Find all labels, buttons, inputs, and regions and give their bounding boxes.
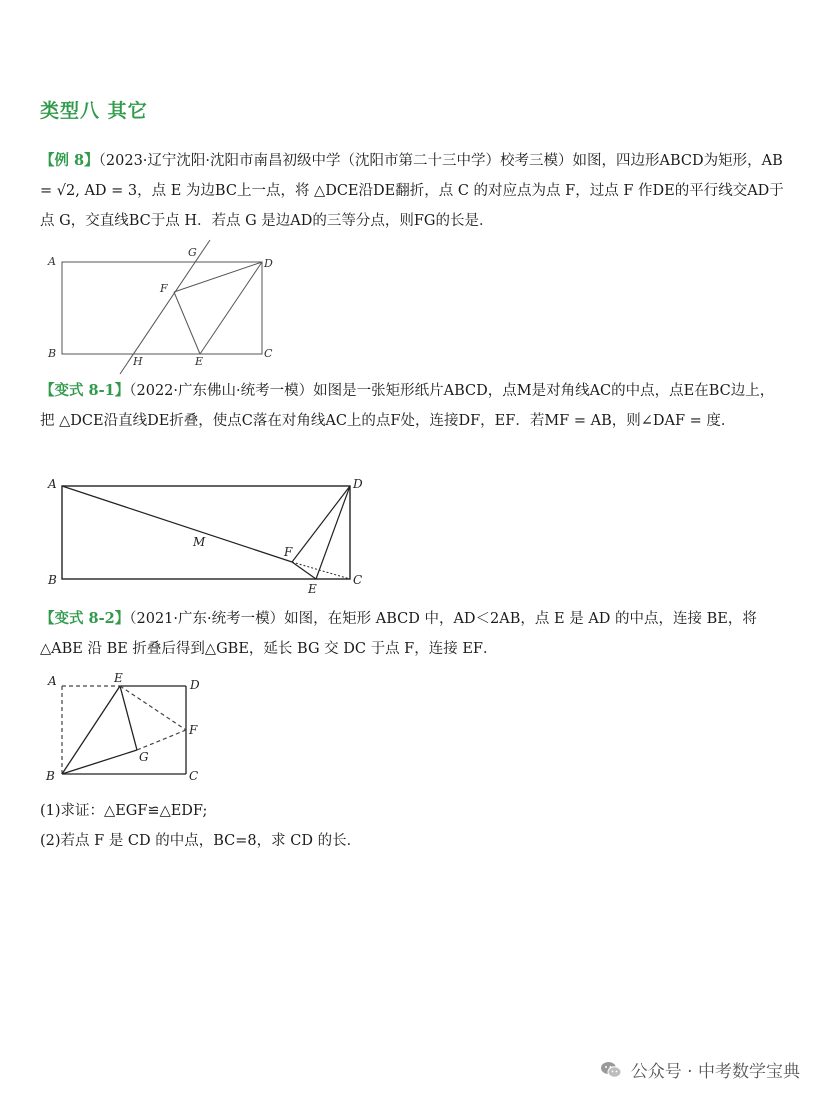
fig1-rectangle — [62, 262, 262, 354]
problem-2-tag: 【变式 8-1】 — [40, 382, 130, 399]
fig3-label-c: C — [189, 769, 199, 783]
figure-2 — [40, 470, 380, 595]
problem-2-text: （2022·广东佛山·统考一模）如图是一张矩形纸片ABCD，点M是对角线AC的中点，点E在BC边上，把 △DCE沿直线DE折叠，使点C落在对角线AC上的点F处，连接DF，EF．若MF = AB，则∠DAF = 度． — [40, 383, 775, 429]
fig2-label-c: C — [353, 573, 363, 587]
fig1-label-a: A — [48, 255, 56, 268]
fig1-label-d: D — [264, 257, 273, 270]
problem-3-question-2: (2)若点 F 是 CD 的中点，BC=8，求 CD 的长． — [40, 833, 362, 849]
fig1-segment-fd — [174, 262, 262, 292]
fig1-label-c: C — [264, 347, 273, 360]
fig2-segment-de — [316, 486, 350, 579]
problem-1-tag: 【例 8】 — [40, 152, 99, 169]
fig2-label-b: B — [48, 573, 57, 587]
fig2-label-d: D — [353, 477, 363, 491]
problem-1-source: （2023·辽宁沈阳·沈阳市南昌初级中学（沈阳市第二十三中学）校考三模） — [98, 153, 573, 169]
problem-1 — [40, 146, 788, 236]
figure-3 — [40, 668, 230, 788]
fig3-dashed-gf — [137, 730, 186, 750]
wechat-icon — [599, 1058, 623, 1082]
fig3-label-e: E — [114, 671, 123, 685]
fig3-segment-eb — [62, 686, 120, 774]
fig1-label-e: E — [195, 355, 204, 368]
problem-3-tag: 【变式 8-2】 — [40, 610, 130, 627]
fig1-label-f: F — [160, 282, 168, 295]
problem-2 — [40, 376, 788, 436]
problem-1-text-a: 如图，四边形ABCD为矩形，AB = √2, AD = 3，点 E 为边BC上一点，将 △DCE沿DE翻折，点 C 的对应点为点 F，过点 F 作DE的平 — [40, 153, 783, 199]
fig2-segment-fd — [292, 486, 350, 562]
fig3-segment-bg — [62, 750, 137, 774]
fig3-label-f: F — [189, 723, 198, 737]
problem-3-text: （2021·广东·统考一模）如图，在矩形 ABCD 中，AD＜2AB，点 E 是 AD 的中点，连接 BE，将 △ABE 沿 BE 折叠后得到△GBE，延长 BG 交 DC 于点 F，连接 EF． — [40, 611, 757, 657]
fig3-label-a: A — [48, 674, 57, 688]
fig1-segment-fe — [174, 292, 200, 354]
fig3-label-g: G — [139, 750, 149, 764]
section-title: 类型八 其它 — [40, 100, 148, 122]
fig3-label-b: B — [46, 769, 55, 783]
fig1-label-g: G — [188, 246, 197, 259]
fig2-label-f: F — [284, 545, 293, 559]
problem-3-question-1: (1)求证：△EGF≌△EDF; — [40, 803, 208, 819]
figure-1 — [40, 236, 300, 376]
fig3-label-d: D — [190, 678, 200, 692]
watermark — [599, 1057, 800, 1082]
fig2-label-m: M — [193, 535, 206, 549]
fig1-label-h: H — [133, 355, 143, 368]
fig1-label-b: B — [48, 347, 57, 360]
fig2-diagonal-af — [62, 486, 292, 562]
fig2-label-e: E — [308, 582, 317, 595]
watermark-text: 公众号 · 中考数学宝典 — [630, 1062, 800, 1082]
fig2-label-a: A — [48, 477, 57, 491]
fig2-segment-fe — [292, 562, 316, 579]
problem-1-text-b: 行线交AD于点 G，交直线BC于点 H．若点 G 是边AD的三等分点，则FG的长是． — [40, 183, 784, 229]
problem-3 — [40, 604, 788, 664]
fig1-segment-de — [200, 262, 262, 354]
